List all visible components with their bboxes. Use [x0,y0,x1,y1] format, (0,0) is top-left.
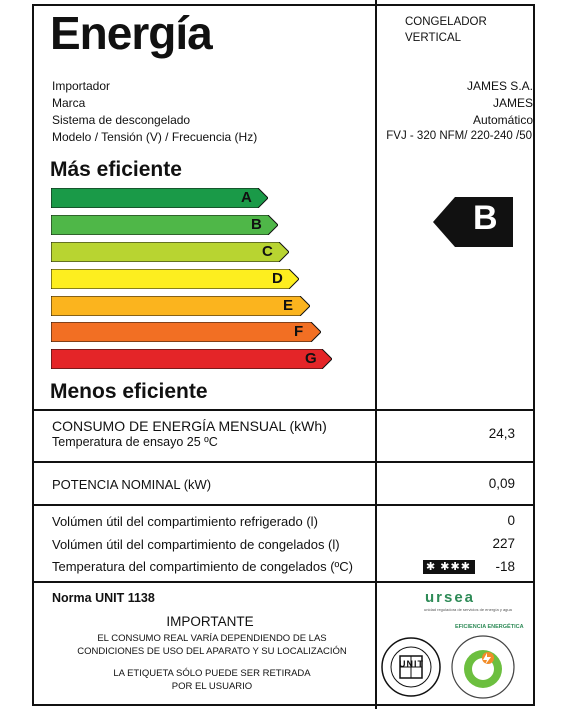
product-type-line2: VERTICAL [405,32,462,44]
important-line1: EL CONSUMO REAL VARÍA DEPENDIENDO DE LAS [97,633,327,644]
efficiency-letter-a: A [241,189,252,206]
defrost-label: Sistema de descongelado [52,113,191,127]
importer-label: Importador [52,79,111,93]
ursea-logo: ursea [425,589,476,606]
freezer-temp-value: -18 [495,559,515,574]
efficiency-letter-d: D [272,270,283,287]
efficiency-letter-b: B [251,216,262,233]
rating-letter: B [473,199,498,237]
consumption-value: 24,3 [488,426,515,441]
divider-scale [32,409,535,411]
efficiency-seal-icon [450,634,516,700]
label-title: Energía [50,7,212,59]
importer-value: JAMES S.A. [466,79,533,93]
less-efficient-heading: Menos eficiente [50,380,208,403]
brand-value: JAMES [492,96,533,110]
column-divider [375,0,377,709]
divider-power [32,504,535,506]
consumption-subtitle: Temperatura de ensayo 25 ºC [52,435,218,449]
freezer-star-rating-text: ✱ ✱✱✱ [426,561,471,573]
consumption-label: CONSUMO DE ENERGÍA MENSUAL (kWh) [52,418,327,434]
brand-label: Marca [52,96,86,110]
efficiency-bar-a [51,188,268,208]
product-type-line1: CONGELADOR [405,16,487,28]
important-title: IMPORTANTE [166,614,254,629]
power-value: 0,09 [488,476,515,491]
model-label: Modelo / Tensión (V) / Frecuencia (Hz) [52,130,258,144]
efficiency-bar-d [51,269,299,289]
defrost-value: Automático [472,113,533,127]
efficiency-letter-f: F [294,323,304,340]
efficiency-bar-b [51,215,278,235]
efficiency-bar-f [51,322,321,342]
more-efficient-heading: Más eficiente [50,158,182,181]
efficiency-bar-c [51,242,289,262]
norma-reference: Norma UNIT 1138 [52,591,155,605]
unit-seal-text: UNIT [399,659,424,669]
efficiency-bar-g [51,349,332,369]
efficiency-letter-c: C [262,243,273,260]
efficiency-letter-g: G [305,350,317,367]
efficiency-letter-e: E [283,297,294,314]
freezer-volume-label: Volúmen útil del compartimiento de congelados (l) [52,537,340,552]
removal-line2: POR EL USUARIO [171,681,253,692]
divider-consumption [32,461,535,463]
freezer-volume-value: 227 [492,536,515,551]
important-line2: CONDICIONES DE USO DEL APARATO Y SU LOCALIZACIÓN [77,646,347,657]
fridge-volume-value: 0 [507,513,515,528]
divider-footer [32,581,535,583]
efficiency-bar-e [51,296,310,316]
efficiency-seal-ring: EFICIENCIA ENERGÉTICA [455,624,524,630]
fridge-volume-label: Volúmen útil del compartimiento refrigerado (l) [52,514,318,529]
model-value: FVJ - 320 NFM/ 220-240 /50 [386,130,532,142]
removal-line1: LA ETIQUETA SÓLO PUEDE SER RETIRADA [113,668,311,679]
ursea-subtitle: unidad reguladora de servicios de energía y agua [424,607,512,612]
freezer-temp-label: Temperatura del compartimiento de congelados (ºC) [52,559,354,574]
power-label: POTENCIA NOMINAL (kW) [52,477,212,492]
